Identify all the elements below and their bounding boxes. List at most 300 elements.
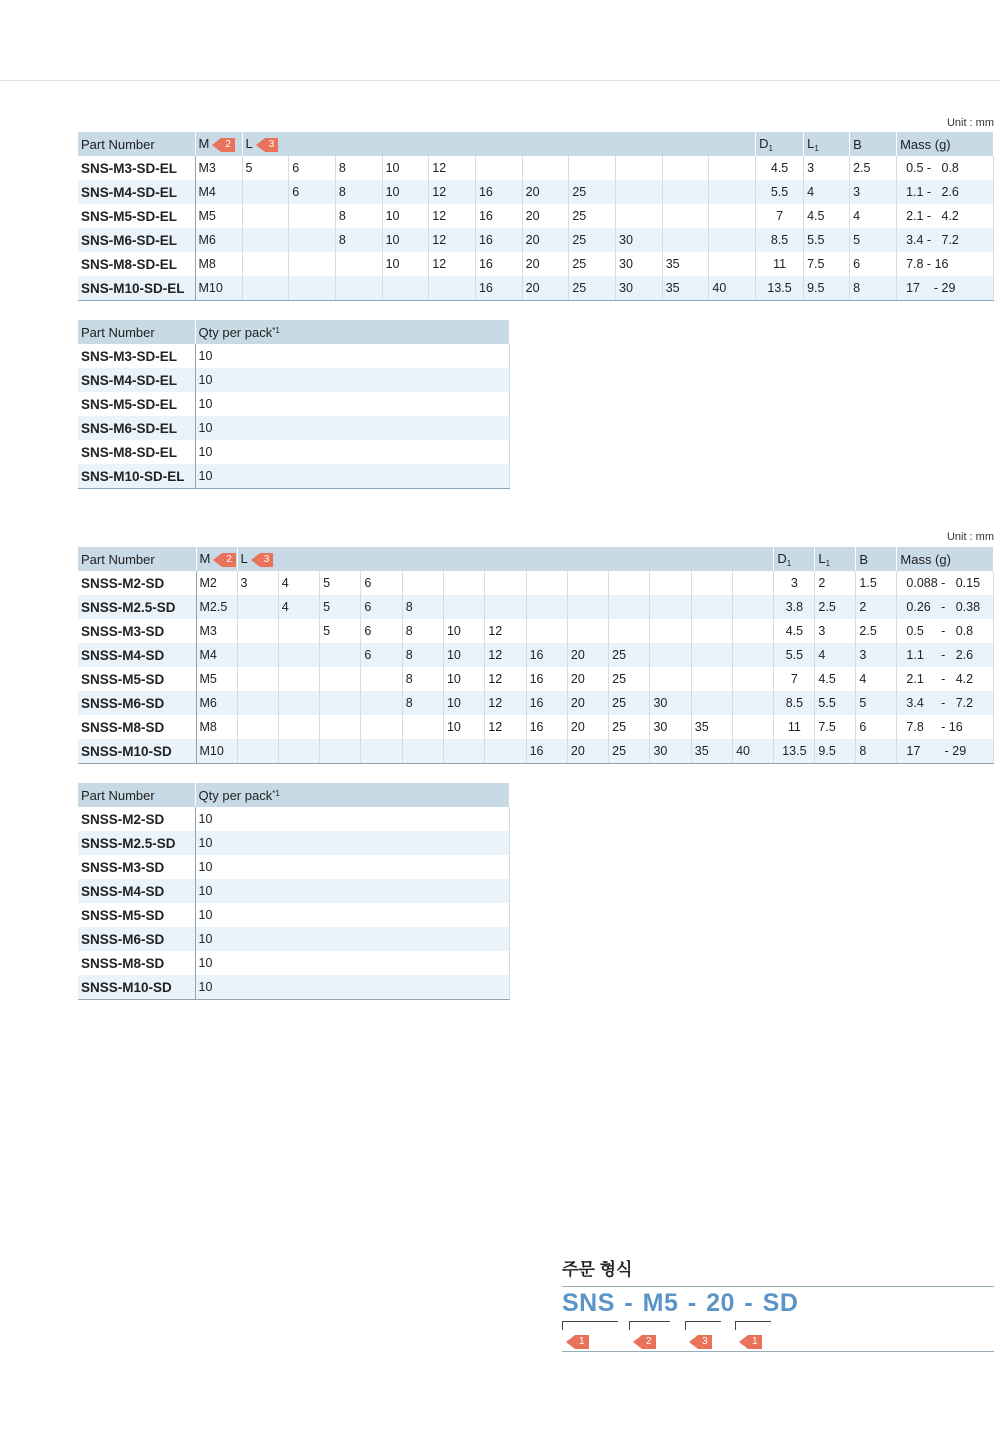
l-cell — [320, 643, 361, 667]
l-cell: 12 — [429, 204, 476, 228]
sns-el-qty-table — [78, 320, 510, 489]
part-number-cell: SNSS-M5-SD — [78, 667, 196, 691]
l-cell — [650, 619, 691, 643]
qty-cell: 10 — [195, 464, 509, 489]
l-cell: 10 — [443, 715, 484, 739]
l-cell — [650, 667, 691, 691]
table-row — [78, 667, 994, 691]
m-cell: M2.5 — [196, 595, 237, 619]
l-cell: 8 — [402, 691, 443, 715]
mass-cell: 17 - 29 — [897, 276, 994, 301]
l-cell — [709, 180, 756, 204]
marker-bracket — [735, 1321, 771, 1330]
l-cell: 12 — [485, 667, 526, 691]
table-row — [78, 416, 509, 440]
mass-cell: 7.8 - 16 — [897, 252, 994, 276]
l-cell: 5 — [320, 619, 361, 643]
part-number-cell: SNSS-M10-SD — [78, 975, 195, 1000]
l-cell: 8 — [402, 667, 443, 691]
l-cell — [237, 619, 278, 643]
d1-cell: 8.5 — [774, 691, 815, 715]
table-header-row — [78, 783, 509, 807]
table-row — [78, 440, 509, 464]
l-cell — [662, 180, 709, 204]
l-cell — [289, 204, 336, 228]
m-cell: M5 — [195, 204, 242, 228]
l-cell: 10 — [443, 619, 484, 643]
mass-cell: 1.1 - 2.6 — [897, 180, 994, 204]
l-cell: 12 — [485, 715, 526, 739]
part-number-cell: SNS-M4-SD-EL — [78, 180, 195, 204]
l-cell — [485, 739, 526, 764]
mass-cell: 1.1 - 2.6 — [897, 643, 994, 667]
l-cell: 8 — [402, 619, 443, 643]
b-cell: 8 — [856, 739, 897, 764]
l-cell: 12 — [429, 156, 476, 180]
l-cell — [567, 595, 608, 619]
header-m: M 2 — [196, 547, 237, 571]
l-cell — [650, 595, 691, 619]
l-cell: 8 — [335, 228, 382, 252]
header-l: L 3 — [242, 132, 756, 156]
unit-label-1: Unit : mm — [946, 117, 994, 129]
l-cell: 35 — [662, 252, 709, 276]
part-number-cell: SNSS-M4-SD — [78, 879, 195, 903]
l-cell: 8 — [335, 180, 382, 204]
unit-label-2: Unit : mm — [946, 531, 994, 543]
l1-cell: 4 — [804, 180, 850, 204]
l-cell: 20 — [522, 252, 569, 276]
mass-cell: 0.088 - 0.15 — [897, 571, 994, 595]
part-number-cell: SNSS-M8-SD — [78, 715, 196, 739]
mass-cell: 7.8 - 16 — [897, 715, 994, 739]
m-cell: M4 — [196, 643, 237, 667]
part-number-cell: SNS-M10-SD-EL — [78, 276, 195, 301]
part-number-cell: SNSS-M10-SD — [78, 739, 196, 764]
l-cell: 6 — [289, 156, 336, 180]
table-row — [78, 180, 994, 204]
l1-cell: 2.5 — [815, 595, 856, 619]
mass-cell: 0.5 - 0.8 — [897, 619, 994, 643]
part-number-cell: SNS-M3-SD-EL — [78, 344, 195, 368]
table-row — [78, 368, 509, 392]
header-qty-per-pack: Qty per pack$^{*1}$ — [195, 783, 509, 807]
l-cell: 16 — [475, 252, 522, 276]
l-cell — [609, 595, 650, 619]
l-cell — [733, 667, 774, 691]
b-cell: 2 — [856, 595, 897, 619]
l-cell: 30 — [650, 691, 691, 715]
l-cell: 30 — [616, 252, 663, 276]
l1-cell: 5.5 — [804, 228, 850, 252]
m-cell: M5 — [196, 667, 237, 691]
table-row — [78, 715, 994, 739]
table-row — [78, 903, 509, 927]
l-cell — [691, 571, 732, 595]
b-cell: 4 — [856, 667, 897, 691]
l-cell — [429, 276, 476, 301]
l1-cell: 7.5 — [804, 252, 850, 276]
l-cell: 25 — [609, 715, 650, 739]
part-number-cell: SNS-M6-SD-EL — [78, 228, 195, 252]
l-cell — [361, 739, 402, 764]
header-part-number: Part Number — [78, 547, 196, 571]
l-cell: 12 — [429, 228, 476, 252]
table-row — [78, 619, 994, 643]
l-cell — [361, 667, 402, 691]
mass-cell: 0.5 - 0.8 — [897, 156, 994, 180]
table-row — [78, 156, 994, 180]
qty-cell: 10 — [195, 903, 509, 927]
l-cell: 10 — [443, 667, 484, 691]
l-cell — [361, 715, 402, 739]
l-cell — [443, 739, 484, 764]
order-code-segment: 20 — [706, 1289, 735, 1317]
l-cell: 12 — [485, 691, 526, 715]
order-code-separator: - — [687, 1289, 697, 1317]
l-cell: 25 — [609, 667, 650, 691]
m-cell: M10 — [196, 739, 237, 764]
l1-cell: 4 — [815, 643, 856, 667]
header-d1: $D_1$ — [774, 547, 815, 571]
l-cell — [402, 739, 443, 764]
l-cell: 20 — [522, 228, 569, 252]
sns-el-dimension-table — [78, 132, 994, 301]
l-cell — [485, 571, 526, 595]
l-cell — [278, 691, 319, 715]
l-cell — [335, 276, 382, 301]
l-cell — [242, 180, 289, 204]
header-mass: Mass (g) — [897, 132, 994, 156]
l1-cell: 5.5 — [815, 691, 856, 715]
l-cell — [522, 156, 569, 180]
d1-cell: 13.5 — [774, 739, 815, 764]
part-number-cell: SNSS-M2-SD — [78, 807, 195, 831]
table-row — [78, 739, 994, 764]
order-format-title: 주문 형식 — [562, 1255, 994, 1287]
l-cell — [320, 691, 361, 715]
l-cell — [320, 715, 361, 739]
l-cell — [320, 739, 361, 764]
l-cell: 16 — [526, 667, 567, 691]
l-cell — [709, 156, 756, 180]
l-cell: 16 — [475, 228, 522, 252]
marker-bracket — [685, 1321, 721, 1330]
l-cell — [278, 619, 319, 643]
l-cell — [289, 228, 336, 252]
l-cell — [278, 643, 319, 667]
part-number-cell: SNS-M10-SD-EL — [78, 464, 195, 489]
qty-cell: 10 — [195, 831, 509, 855]
l-cell: 4 — [278, 595, 319, 619]
l-cell: 30 — [650, 715, 691, 739]
marker-bracket — [629, 1321, 670, 1330]
part-number-cell: SNSS-M4-SD — [78, 643, 196, 667]
l-cell: 8 — [335, 204, 382, 228]
part-number-cell: SNS-M8-SD-EL — [78, 252, 195, 276]
l-cell: 16 — [526, 739, 567, 764]
header-part-number: Part Number — [78, 783, 195, 807]
l-cell — [616, 180, 663, 204]
l-cell — [662, 228, 709, 252]
l-cell: 20 — [522, 276, 569, 301]
l-cell — [289, 252, 336, 276]
marker-bracket — [562, 1321, 618, 1330]
part-number-cell: SNSS-M2.5-SD — [78, 831, 195, 855]
part-number-cell: SNSS-M5-SD — [78, 903, 195, 927]
mass-cell: 2.1 - 4.2 — [897, 204, 994, 228]
l-cell: 20 — [567, 643, 608, 667]
l-cell — [242, 252, 289, 276]
b-cell: 2.5 — [856, 619, 897, 643]
qty-cell: 10 — [195, 344, 509, 368]
part-number-cell: SNS-M5-SD-EL — [78, 392, 195, 416]
l-cell — [443, 571, 484, 595]
l-cell — [709, 204, 756, 228]
m-cell: M6 — [195, 228, 242, 252]
l-cell: 20 — [567, 739, 608, 764]
l-cell — [237, 595, 278, 619]
l-cell — [402, 571, 443, 595]
b-cell: 5 — [850, 228, 897, 252]
l-cell: 10 — [382, 228, 429, 252]
l-cell: 8 — [402, 643, 443, 667]
l-cell: 16 — [526, 691, 567, 715]
l-cell — [402, 715, 443, 739]
l-cell: 6 — [361, 595, 402, 619]
table-row — [78, 276, 994, 301]
table-row — [78, 831, 509, 855]
m-cell: M4 — [195, 180, 242, 204]
l1-cell: 2 — [815, 571, 856, 595]
b-cell: 5 — [856, 691, 897, 715]
qty-cell: 10 — [195, 807, 509, 831]
table-row — [78, 392, 509, 416]
table-row — [78, 595, 994, 619]
l-cell: 35 — [662, 276, 709, 301]
m-cell: M2 — [196, 571, 237, 595]
b-cell: 6 — [856, 715, 897, 739]
part-number-cell: SNSS-M6-SD — [78, 927, 195, 951]
l-cell — [526, 595, 567, 619]
b-cell: 3 — [856, 643, 897, 667]
qty-cell: 10 — [195, 368, 509, 392]
table-row — [78, 927, 509, 951]
d1-cell: 4.5 — [774, 619, 815, 643]
l-cell: 20 — [567, 667, 608, 691]
l-cell — [650, 643, 691, 667]
l-cell — [733, 715, 774, 739]
l-cell: 35 — [691, 715, 732, 739]
order-code-segment: M5 — [642, 1289, 679, 1317]
table-row — [78, 691, 994, 715]
l-cell: 20 — [522, 180, 569, 204]
table-row — [78, 571, 994, 595]
order-code-separator: - — [624, 1289, 634, 1317]
l-cell — [569, 156, 616, 180]
order-code-example — [562, 1289, 994, 1321]
qty-cell: 10 — [195, 927, 509, 951]
tag-1: 1 — [575, 1335, 589, 1349]
l-cell — [242, 276, 289, 301]
l-cell — [609, 619, 650, 643]
snss-dimension-table — [78, 547, 994, 764]
order-code-markers — [562, 1321, 994, 1352]
b-cell: 2.5 — [850, 156, 897, 180]
l1-cell: 9.5 — [804, 276, 850, 301]
table-row — [78, 975, 509, 1000]
l1-cell: 4.5 — [804, 204, 850, 228]
l-cell — [237, 643, 278, 667]
table-row — [78, 344, 509, 368]
d1-cell: 7 — [756, 204, 804, 228]
l1-cell: 7.5 — [815, 715, 856, 739]
l-cell: 6 — [289, 180, 336, 204]
l-cell — [475, 156, 522, 180]
l-cell: 25 — [569, 180, 616, 204]
l-cell — [289, 276, 336, 301]
tag-2: 2 — [642, 1335, 656, 1349]
top-divider — [0, 80, 1000, 81]
l-cell — [382, 276, 429, 301]
l-cell: 10 — [443, 691, 484, 715]
d1-cell: 5.5 — [756, 180, 804, 204]
l-cell: 10 — [443, 643, 484, 667]
table-row — [78, 643, 994, 667]
l-cell: 16 — [475, 204, 522, 228]
b-cell: 8 — [850, 276, 897, 301]
part-number-cell: SNSS-M3-SD — [78, 855, 195, 879]
l-cell: 25 — [569, 228, 616, 252]
m-cell: M10 — [195, 276, 242, 301]
qty-cell: 10 — [195, 392, 509, 416]
l-cell: 12 — [485, 643, 526, 667]
d1-cell: 7 — [774, 667, 815, 691]
l-cell — [242, 228, 289, 252]
d1-cell: 11 — [756, 252, 804, 276]
l-cell: 40 — [733, 739, 774, 764]
l-cell — [278, 715, 319, 739]
table-row — [78, 464, 509, 489]
l-cell — [443, 595, 484, 619]
mass-cell: 2.1 - 4.2 — [897, 667, 994, 691]
snss-qty-table — [78, 783, 510, 1000]
l-cell: 5 — [320, 571, 361, 595]
l-cell — [691, 667, 732, 691]
d1-cell: 5.5 — [774, 643, 815, 667]
l-cell — [237, 691, 278, 715]
l-cell: 16 — [526, 643, 567, 667]
b-cell: 6 — [850, 252, 897, 276]
l-cell: 4 — [278, 571, 319, 595]
d1-cell: 13.5 — [756, 276, 804, 301]
l-cell: 10 — [382, 252, 429, 276]
l-cell — [237, 667, 278, 691]
order-code-segment: SNS — [562, 1289, 615, 1317]
d1-cell: 3.8 — [774, 595, 815, 619]
m-cell: M8 — [196, 715, 237, 739]
tag-3: 3 — [698, 1335, 712, 1349]
part-number-cell: SNSS-M2.5-SD — [78, 595, 196, 619]
l-cell: 12 — [429, 252, 476, 276]
tag-3: 3 — [260, 553, 274, 567]
l-cell: 6 — [361, 643, 402, 667]
table-header-row — [78, 547, 994, 571]
part-number-cell: SNS-M8-SD-EL — [78, 440, 195, 464]
header-l1: $L_1$ — [815, 547, 856, 571]
part-number-cell: SNSS-M8-SD — [78, 951, 195, 975]
mass-cell: 17 - 29 — [897, 739, 994, 764]
l-cell: 25 — [569, 252, 616, 276]
l-cell — [691, 691, 732, 715]
l-cell — [733, 691, 774, 715]
tag-3: 3 — [265, 138, 279, 152]
l1-cell: 3 — [815, 619, 856, 643]
l1-cell: 3 — [804, 156, 850, 180]
l-cell: 10 — [382, 180, 429, 204]
tag-1: 1 — [748, 1335, 762, 1349]
part-number-cell: SNSS-M6-SD — [78, 691, 196, 715]
l-cell: 16 — [526, 715, 567, 739]
l-cell — [320, 667, 361, 691]
header-l1: $L_1$ — [804, 132, 850, 156]
l-cell: 6 — [361, 619, 402, 643]
l-cell: 25 — [609, 739, 650, 764]
table-row — [78, 228, 994, 252]
l-cell — [609, 571, 650, 595]
part-number-cell: SNS-M6-SD-EL — [78, 416, 195, 440]
tag-2: 2 — [221, 138, 235, 152]
l-cell — [361, 691, 402, 715]
header-b: B — [850, 132, 897, 156]
table-row — [78, 204, 994, 228]
part-number-cell: SNS-M4-SD-EL — [78, 368, 195, 392]
b-cell: 1.5 — [856, 571, 897, 595]
d1-cell: 4.5 — [756, 156, 804, 180]
mass-cell: 3.4 - 7.2 — [897, 228, 994, 252]
l-cell: 10 — [382, 156, 429, 180]
l-cell: 25 — [569, 204, 616, 228]
l1-cell: 9.5 — [815, 739, 856, 764]
l-cell — [709, 228, 756, 252]
l-cell: 30 — [616, 276, 663, 301]
l-cell: 20 — [522, 204, 569, 228]
qty-cell: 10 — [195, 440, 509, 464]
order-format-section — [562, 1255, 994, 1352]
table-row — [78, 855, 509, 879]
l-cell — [709, 252, 756, 276]
l-cell — [616, 156, 663, 180]
table-row — [78, 252, 994, 276]
l-cell: 3 — [237, 571, 278, 595]
header-part-number: Part Number — [78, 320, 195, 344]
l-cell: 10 — [382, 204, 429, 228]
qty-cell: 10 — [195, 855, 509, 879]
mass-cell: 0.26 - 0.38 — [897, 595, 994, 619]
part-number-cell: SNSS-M2-SD — [78, 571, 196, 595]
l-cell: 12 — [485, 619, 526, 643]
l-cell: 8 — [335, 156, 382, 180]
l-cell: 16 — [475, 180, 522, 204]
l-cell — [567, 571, 608, 595]
d1-cell: 8.5 — [756, 228, 804, 252]
m-cell: M6 — [196, 691, 237, 715]
l-cell — [237, 715, 278, 739]
l-cell: 16 — [475, 276, 522, 301]
l-cell: 20 — [567, 715, 608, 739]
l-cell — [733, 643, 774, 667]
l-cell — [733, 619, 774, 643]
